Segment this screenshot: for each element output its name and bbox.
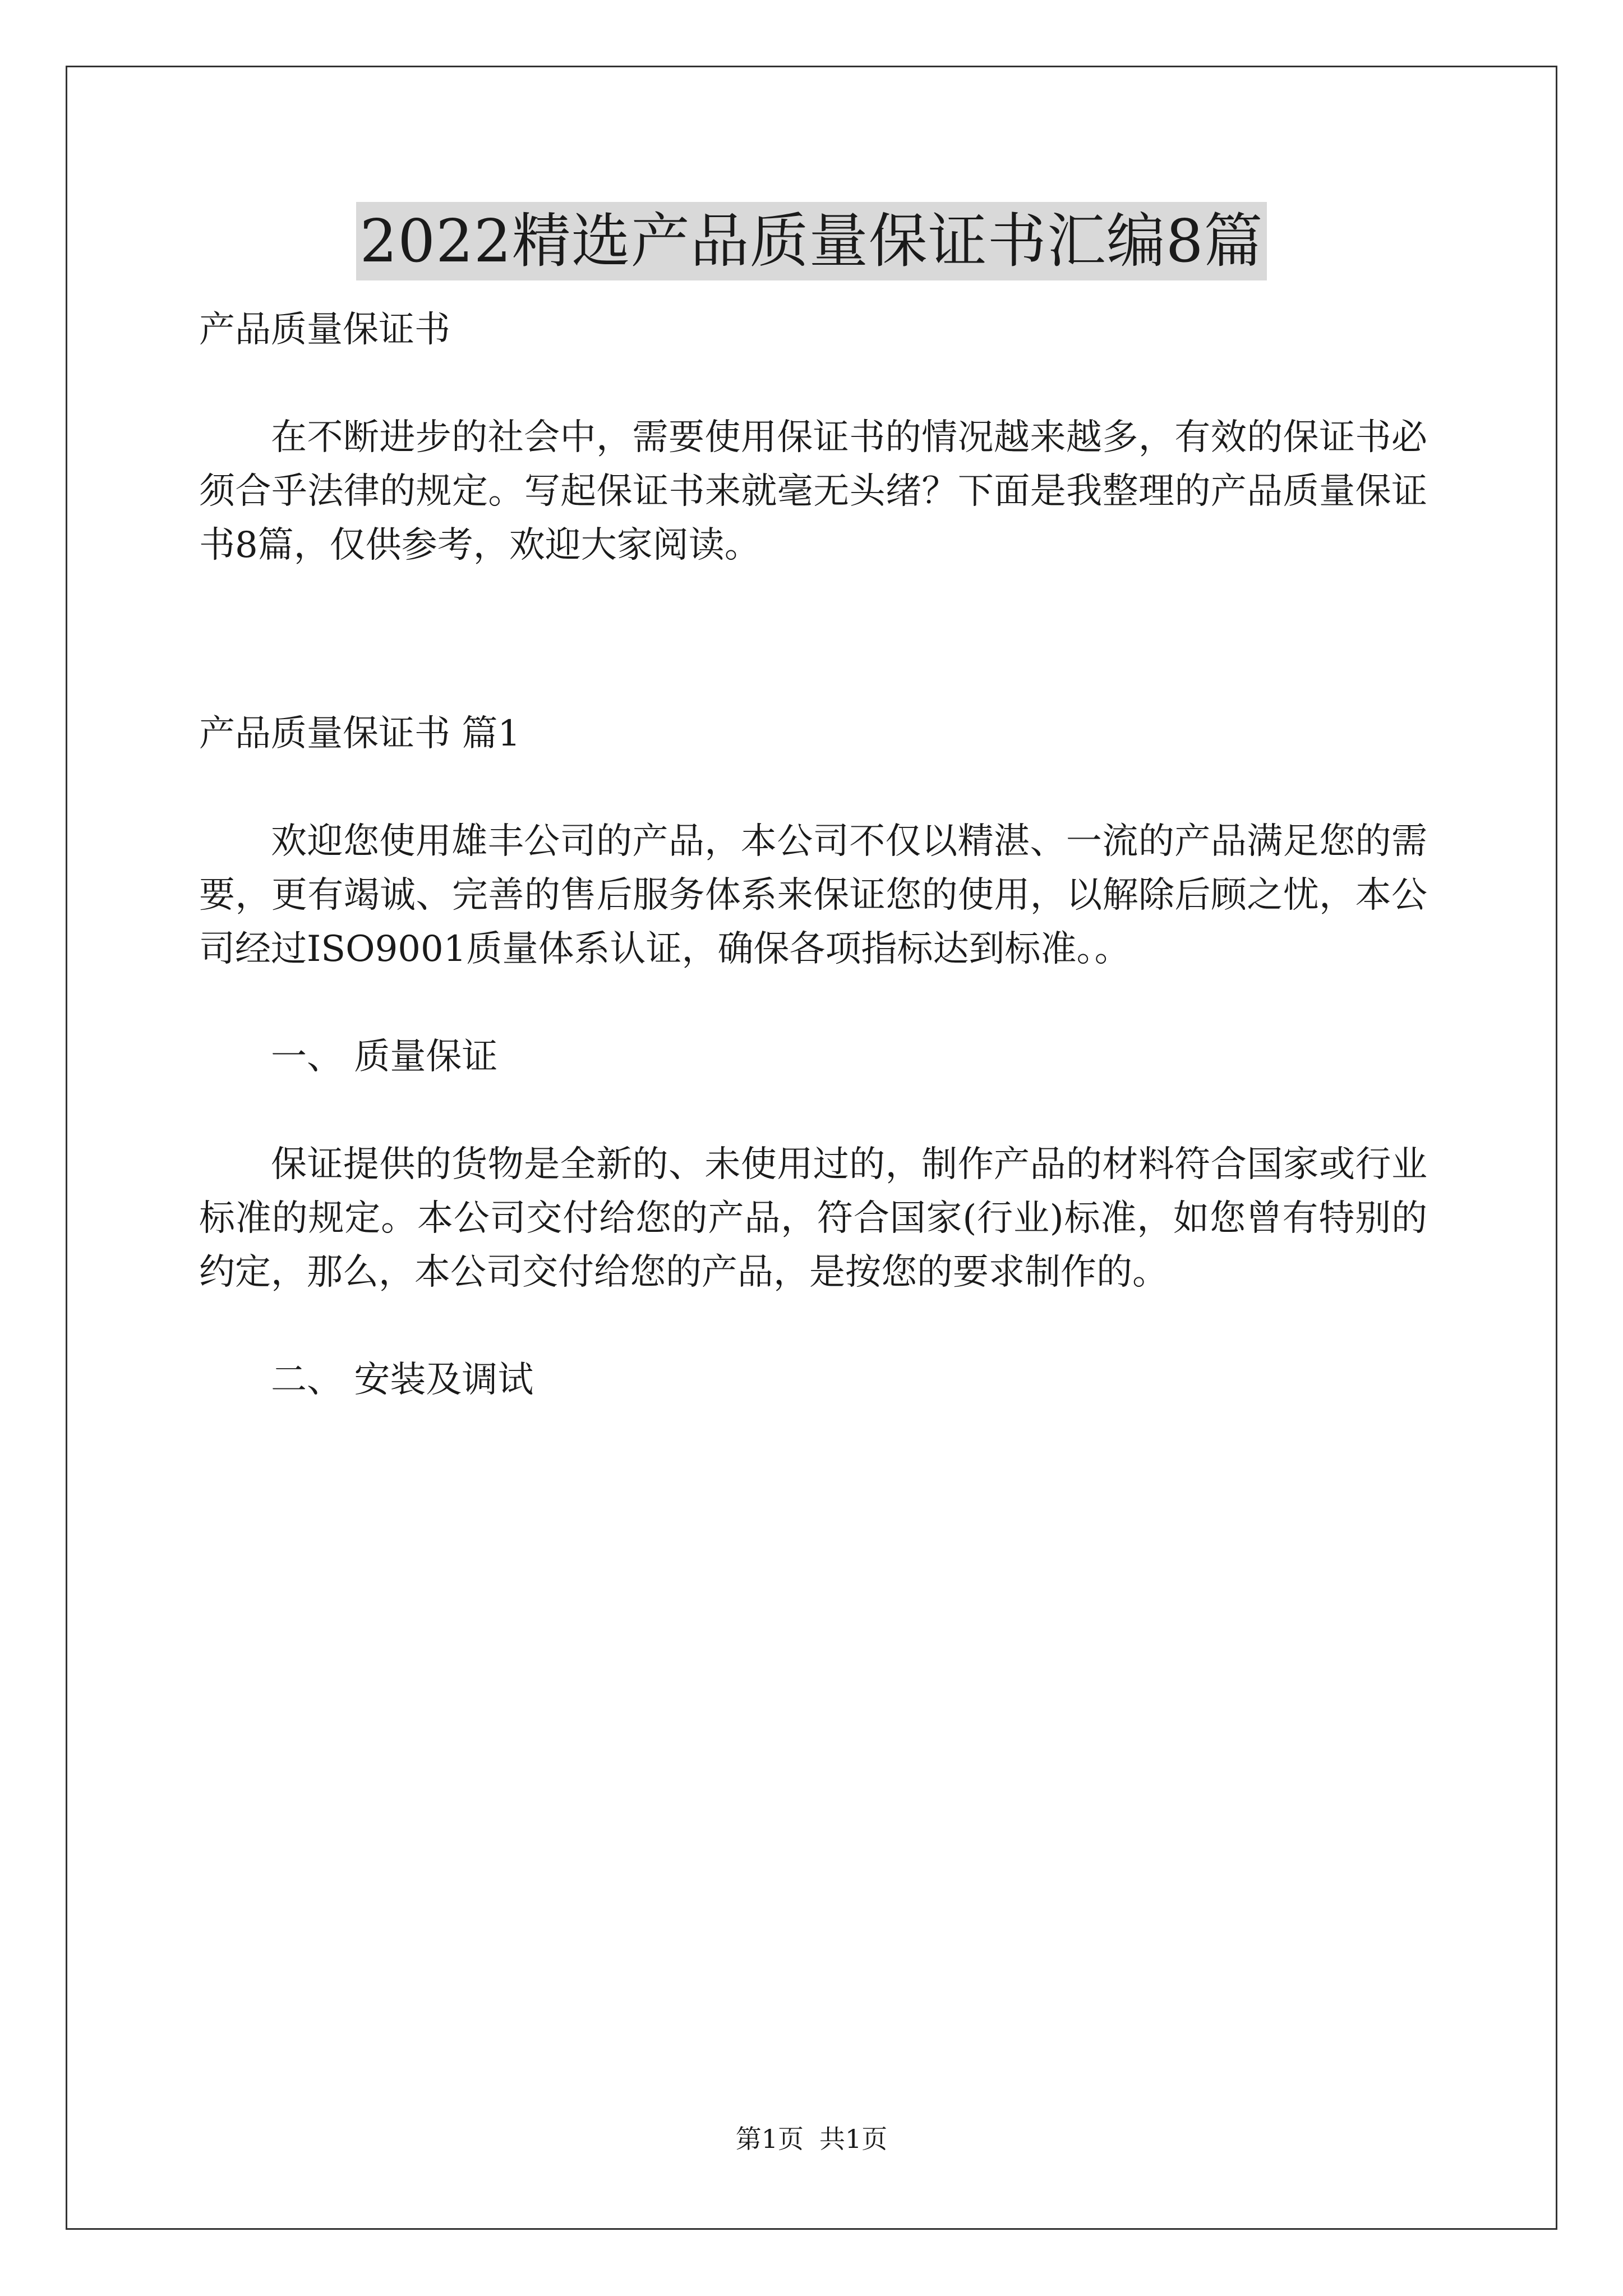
item2-heading: 二、 安装及调试 xyxy=(271,1359,534,1401)
title-container xyxy=(0,202,1623,280)
spacer xyxy=(199,572,1427,707)
spacer xyxy=(199,761,1427,815)
page-number-total: 共1页 xyxy=(819,2124,888,2154)
section1-heading: 产品质量保证书 篇1 xyxy=(199,713,521,754)
document-title: 2022精选产品质量保证书汇编8篇 xyxy=(356,202,1266,280)
intro-heading: 产品质量保证书 xyxy=(199,309,450,351)
intro-paragraph: 在不断进步的社会中，需要使用保证书的情况越来越多，有效的保证书必须合乎法律的规定。写起保证书来就毫无头绪？下面是我整理的产品质量保证书8篇，仅供参考，欢迎大家阅读。 xyxy=(199,417,1427,566)
page-footer xyxy=(0,2122,1623,2156)
spacer xyxy=(199,1299,1427,1353)
spacer xyxy=(199,976,1427,1030)
spacer xyxy=(199,1084,1427,1138)
spacer xyxy=(199,357,1427,411)
section1-paragraph: 欢迎您使用雄丰公司的产品，本公司不仅以精湛、一流的产品满足您的需要，更有竭诚、完善的售后服务体系来保证您的使用，以解除后顾之忧，本公司经过ISO9001质量体系认证，确保各项指标达到标准。。 xyxy=(199,821,1427,970)
page-number-current: 第1页 xyxy=(735,2124,804,2154)
document-body xyxy=(199,303,1427,1407)
item1-paragraph: 保证提供的货物是全新的、未使用过的，制作产品的材料符合国家或行业标准的规定。本公司交付给您的产品，符合国家(行业)标准，如您曾有特别的约定，那么，本公司交付给您的产品，是按您的要求制作的。 xyxy=(199,1144,1427,1293)
item1-heading: 一、 质量保证 xyxy=(271,1036,498,1078)
